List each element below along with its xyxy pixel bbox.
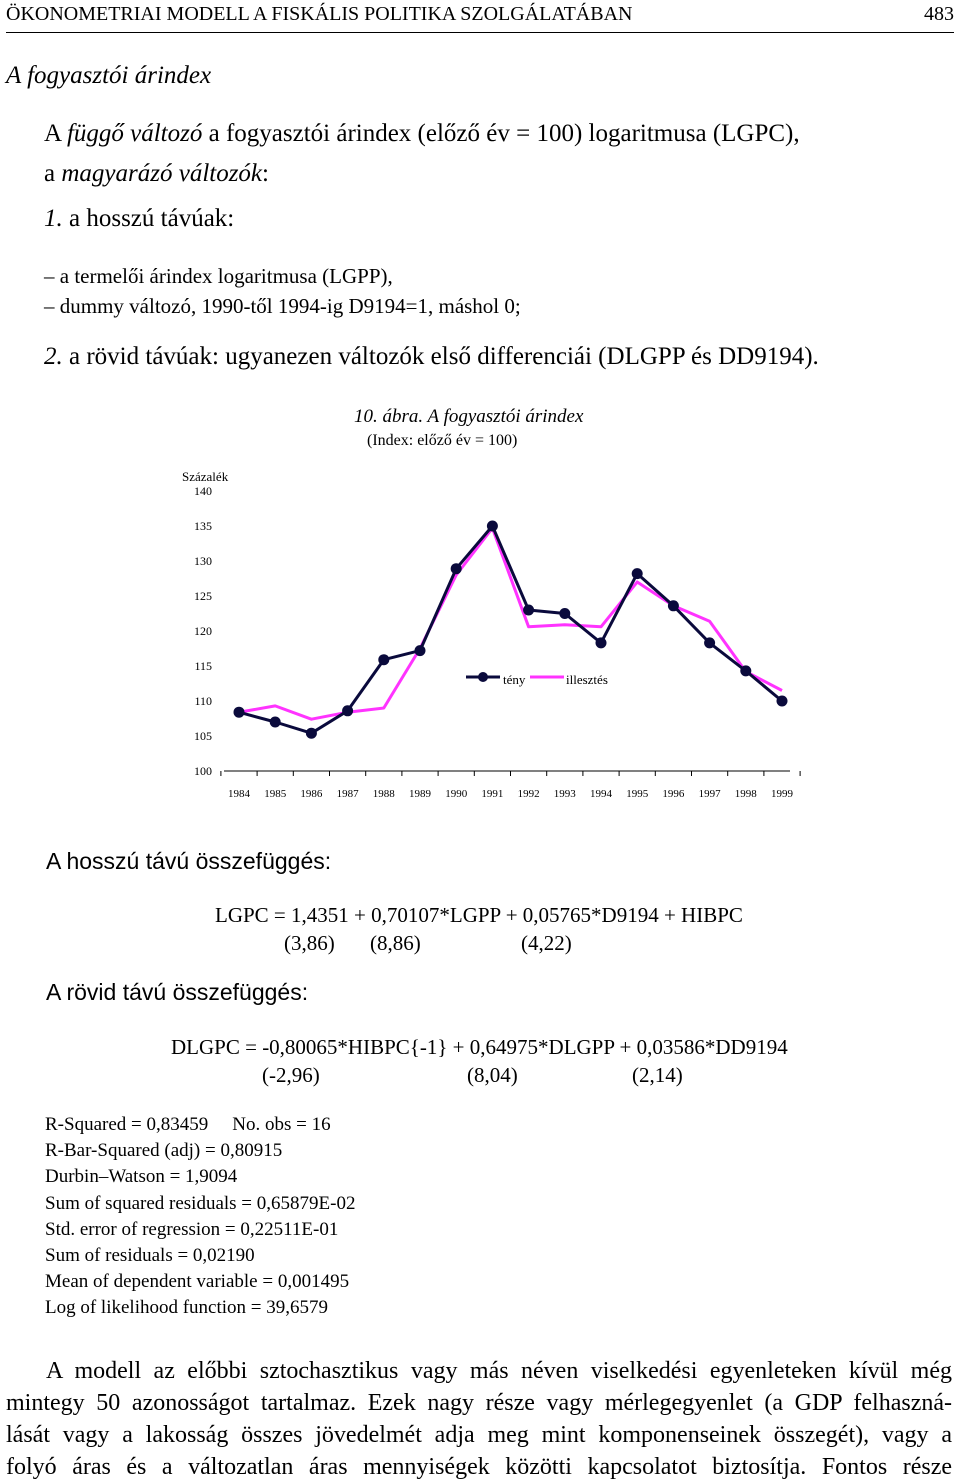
long-run-t1: (3,86) (284, 931, 335, 955)
x-tick-label: 1984 (228, 788, 250, 800)
y-tick-label: 115 (194, 659, 212, 673)
series-line-illesztes (239, 528, 782, 719)
stat-sum-residuals: Sum of residuals = 0,02190 (45, 1244, 255, 1266)
data-point-teny (234, 707, 245, 718)
x-tick-label: 1996 (662, 788, 685, 800)
legend-marker-teny (478, 672, 488, 682)
series-group (234, 521, 788, 739)
legend-label-teny: tény (503, 672, 526, 687)
intro-text: a (44, 160, 62, 187)
intro-text: : (262, 160, 269, 187)
legend-label-illesztes: illesztés (566, 672, 608, 687)
intro-line-2 (44, 160, 269, 188)
short-run-t2: (8,04) (467, 1063, 518, 1087)
stat-row (45, 1114, 355, 1140)
stat-std-error: Std. error of regression = 0,22511E-01 (45, 1218, 339, 1240)
data-point-teny (415, 645, 426, 656)
page-number: 483 (924, 3, 954, 25)
cpi-line-chart (0, 460, 960, 820)
y-tick-label: 120 (194, 624, 212, 638)
list-number: 2. (44, 343, 63, 370)
data-point-teny (632, 568, 643, 579)
closing-paragraph (6, 1355, 952, 1483)
paragraph-line: A modell az előbbi sztochasztikus vagy más néven viselkedési egyenleteken kívül még (46, 1358, 952, 1384)
long-run-label: A hosszú távú összefüggés: (46, 848, 332, 874)
data-point-teny (270, 717, 281, 728)
list-item-2 (44, 343, 819, 371)
stat-durbin-watson: Durbin–Watson = 1,9094 (45, 1166, 238, 1188)
data-point-teny (559, 608, 570, 619)
x-tick-label: 1989 (409, 788, 431, 800)
data-point-teny (704, 637, 715, 648)
intro-term: magyarázó változók (61, 160, 263, 187)
legend (466, 672, 608, 687)
y-tick-label: 100 (194, 764, 212, 778)
y-tick-labels (194, 484, 212, 778)
dash-item-2: – dummy változó, 1990-től 1994-ig D9194=1, máshol 0; (44, 294, 521, 318)
list-item-1 (44, 205, 234, 233)
x-tick-label: 1997 (698, 788, 721, 800)
intro-text: a fogyasztói árindex (előző év = 100) logaritmusa (LGPC), (202, 120, 800, 147)
data-point-teny (523, 605, 534, 616)
regression-stats (45, 1114, 355, 1324)
short-run-label: A rövid távú összefüggés: (46, 979, 309, 1005)
stat-log-likelihood: Log of likelihood function = 39,6579 (45, 1297, 329, 1319)
data-point-teny (342, 705, 353, 716)
x-tick-label: 1994 (590, 788, 612, 800)
paragraph-line: mintegy 50 azonosságot tartalmaz. Ezek nagy része vagy mérlegegyenlet (a GDP felhaszná- (6, 1390, 952, 1416)
x-tick-label: 1992 (517, 788, 540, 800)
x-tick-marks (221, 771, 800, 776)
list-text: a rövid távúak: ugyanezen változók első differenciái (DLGPP és DD9194). (62, 343, 819, 370)
stat-mean-dependent: Mean of dependent variable = 0,001495 (45, 1271, 350, 1293)
short-run-t1: (-2,96) (262, 1063, 320, 1087)
dash-item-1: – a termelői árindex logaritmusa (LGPP), (44, 264, 393, 288)
y-axis-label: Százalék (182, 469, 229, 484)
data-point-teny (306, 728, 317, 739)
intro-text: A (44, 120, 67, 147)
x-tick-label: 1988 (372, 788, 395, 800)
running-header (6, 0, 954, 33)
short-run-t3: (2,14) (632, 1063, 683, 1087)
long-run-t2: (8,86) (370, 931, 421, 955)
figure-subtitle: (Index: előző év = 100) (367, 432, 518, 449)
short-run-equation: DLGPC = -0,80065*HIBPC{-1} + 0,64975*DLGPP + 0,03586*DD9194 (171, 1035, 788, 1059)
long-run-equation: LGPC = 1,4351 + 0,70107*LGPP + 0,05765*D9194 + HIBPC (215, 903, 743, 927)
stat-ssr: Sum of squared residuals = 0,65879E-02 (45, 1192, 356, 1214)
x-tick-label: 1995 (626, 788, 649, 800)
data-point-teny (740, 665, 751, 676)
y-tick-label: 130 (194, 554, 212, 568)
list-text: a hosszú távúak: (62, 205, 235, 232)
y-tick-label: 140 (194, 484, 212, 498)
paragraph-line: folyó áras és a változatlan áras mennyiségek közötti kapcsolatot biztosítja. Fontos része (6, 1454, 952, 1480)
x-tick-label: 1987 (336, 788, 359, 800)
section-title: A fogyasztói árindex (6, 62, 212, 89)
stat-r-squared: R-Squared = 0,83459 (45, 1114, 209, 1135)
x-tick-label: 1986 (300, 788, 323, 800)
data-point-teny (451, 563, 462, 574)
paragraph-line: lását vagy a lakosság összes jövedelmét adja meg mint komponenseinek összegét), vagy a (6, 1422, 952, 1448)
y-tick-label: 125 (194, 589, 212, 603)
x-tick-label: 1993 (553, 788, 576, 800)
stat-no-obs: No. obs = 16 (232, 1114, 331, 1135)
x-tick-label: 1990 (445, 788, 468, 800)
data-point-teny (668, 600, 679, 611)
x-tick-label: 1991 (481, 788, 504, 800)
long-run-t3: (4,22) (521, 931, 572, 955)
intro-term: függő változó (66, 120, 203, 147)
x-tick-label: 1985 (264, 788, 287, 800)
x-tick-labels (228, 788, 794, 800)
list-number: 1. (44, 205, 63, 232)
y-tick-label: 110 (194, 694, 212, 708)
y-tick-label: 135 (194, 519, 212, 533)
data-point-teny (777, 696, 788, 707)
x-tick-label: 1999 (771, 788, 793, 800)
series-line-teny (239, 526, 782, 733)
intro-line-1 (44, 120, 800, 148)
y-tick-label: 105 (194, 729, 212, 743)
data-point-teny (378, 654, 389, 665)
stat-r-bar-squared: R-Bar-Squared (adj) = 0,80915 (45, 1140, 283, 1162)
figure-title: 10. ábra. A fogyasztói árindex (354, 406, 584, 427)
data-point-teny (487, 521, 498, 532)
running-title: ÖKONOMETRIAI MODELL A FISKÁLIS POLITIKA SZOLGÁLATÁBAN (6, 3, 633, 25)
x-tick-label: 1998 (734, 788, 757, 800)
data-point-teny (596, 637, 607, 648)
